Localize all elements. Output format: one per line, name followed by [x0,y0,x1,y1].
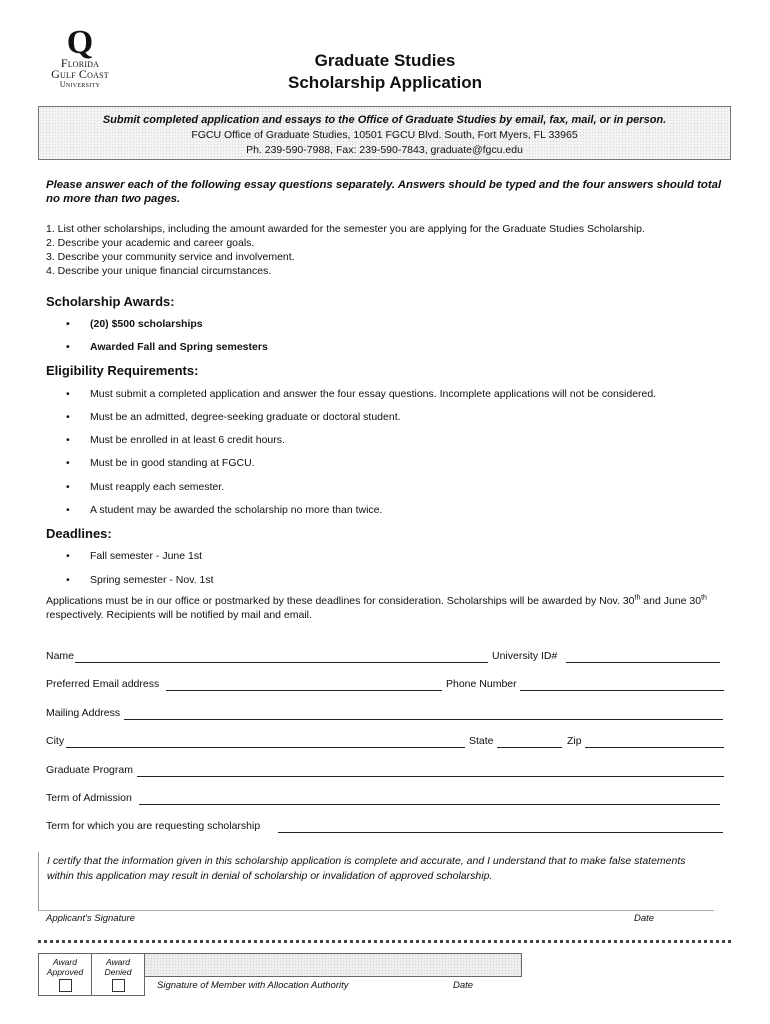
mailing-label: Mailing Address [46,707,121,719]
award-approved-label: Award Approved [46,957,84,977]
essay-question: 4. Describe your unique financial circumstances. [46,265,272,277]
award-approved-checkbox[interactable] [59,979,72,992]
bullet-icon: • [66,481,70,493]
bullet-icon: • [66,318,70,330]
logo-line-1: Florida [60,56,100,70]
list-item-text: Must be in good standing at FGCU. [90,457,255,469]
university-id-field[interactable] [566,662,720,663]
bullet-icon: • [66,504,70,516]
list-item-text: Must submit a completed application and answer the four essay questions. Incomplete applications will not be considered. [90,388,657,400]
dotted-divider [38,940,731,943]
list-item [66,318,203,330]
term-admission-label: Term of Admission [46,792,132,804]
office-contact: Ph. 239-590-7988, Fax: 239-590-7843, graduate@fgcu.edu [246,144,523,156]
term-request-field[interactable] [278,832,723,833]
name-row [46,650,726,664]
bullet-icon: • [66,411,70,423]
list-item [66,574,214,586]
applicant-signature-field[interactable] [38,910,714,911]
bullet-icon: • [66,434,70,446]
member-signature-field[interactable] [145,976,522,996]
note-sup: th [701,594,707,602]
award-approved-cell [39,954,92,995]
note-text: respectively. Recipients will be notified by mail and email. [46,609,312,621]
office-address: FGCU Office of Graduate Studies, 10501 FGCU Blvd. South, Fort Myers, FL 33965 [191,129,578,141]
list-item-text: Must reapply each semester. [90,481,225,493]
list-item [66,434,285,446]
deadlines-heading: Deadlines: [46,526,112,541]
list-item-text: Spring semester - Nov. 1st [90,574,214,586]
list-item [66,481,224,493]
essay-instructions: Please answer each of the following essay questions separately. Answers should be typed and the four answers should total no more than two pages. [46,179,722,205]
submit-instructions: Submit completed application and essays to the Office of Graduate Studies by email, fax, mail, or in person. [102,114,667,126]
note-sup: th [634,594,641,602]
university-id-label: University ID# [492,650,558,662]
list-item [66,411,401,423]
list-item [66,388,656,400]
eligibility-heading: Eligibility Requirements: [46,363,199,378]
city-field[interactable] [66,747,465,748]
term-request-row [46,820,726,834]
logo-line-2: Gulf Coast [51,67,109,81]
note-text: and June 30 [640,595,702,607]
list-item-text: Must be an admitted, degree-seeking graduate or doctoral student. [90,411,401,423]
graduate-program-field[interactable] [137,776,724,777]
name-label: Name [46,650,75,662]
program-row [46,764,726,778]
title-line-1: Graduate Studies [314,51,456,70]
award-denied-cell [92,954,145,995]
mailing-address-field[interactable] [124,719,723,720]
list-item [66,504,382,516]
bullet-icon: • [66,574,70,586]
list-item [66,341,268,353]
list-item-text: Must be enrolled in at least 6 credit hours. [90,434,285,446]
list-item [66,550,202,562]
essay-question: 1. List other scholarships, including the amount awarded for the semester you are applying for the Graduate Studies Scholarship. [46,223,645,235]
city-row [46,735,726,749]
phone-label: Phone Number [446,678,517,690]
member-signature-label: Signature of Member with Allocation Authority [157,980,349,991]
applicant-signature-label: Applicant's Signature [46,913,135,924]
bullet-icon: • [66,457,70,469]
essay-question: 3. Describe your community service and involvement. [46,251,295,263]
zip-field[interactable] [585,747,724,748]
list-item-text: A student may be awarded the scholarship no more than twice. [90,504,383,516]
list-item [66,457,255,469]
term-request-label: Term for which you are requesting scholarship [46,820,261,832]
zip-label: Zip [567,735,582,747]
bullet-icon: • [66,388,70,400]
email-row [46,678,726,692]
list-item-text: (20) $500 scholarships [90,318,203,330]
bullet-icon: • [66,341,70,353]
page-title [0,50,770,94]
program-label: Graduate Program [46,764,133,776]
list-item-text: Fall semester - June 1st [90,550,203,562]
term-admission-field[interactable] [139,804,720,805]
mailing-row [46,707,726,721]
member-date-label: Date [453,980,474,991]
deadline-note [46,594,736,622]
title-line-2: Scholarship Application [288,73,482,92]
list-item-text: Awarded Fall and Spring semesters [90,341,268,353]
awards-heading: Scholarship Awards: [46,294,175,309]
term-admission-row [46,792,726,806]
submission-info-box [38,106,731,160]
phone-field[interactable] [520,690,724,691]
logo-line-3: University [59,80,101,89]
note-text: Applications must be in our office or postmarked by these deadlines for consideration. Scholarships will be awarded by Nov. 30 [46,595,635,607]
state-field[interactable] [497,747,562,748]
award-denied-label: Award Denied [104,957,132,977]
essay-question: 2. Describe your academic and career goals. [46,237,255,249]
certification-statement: I certify that the information given in this scholarship application is complete and accurate, and I understand that to make false statements within this application may result in denial of scholarship or invalidation of approved scholarship. [38,852,714,910]
logo-q-mark: Q [66,24,94,61]
essay-questions [46,222,746,278]
name-field[interactable] [75,662,488,663]
bullet-icon: • [66,550,70,562]
applicant-date-label: Date [634,913,655,924]
city-label: City [46,735,65,747]
state-label: State [469,735,494,747]
email-label: Preferred Email address [46,678,160,690]
email-field[interactable] [166,690,442,691]
award-denied-checkbox[interactable] [112,979,125,992]
office-use-box [38,953,522,996]
